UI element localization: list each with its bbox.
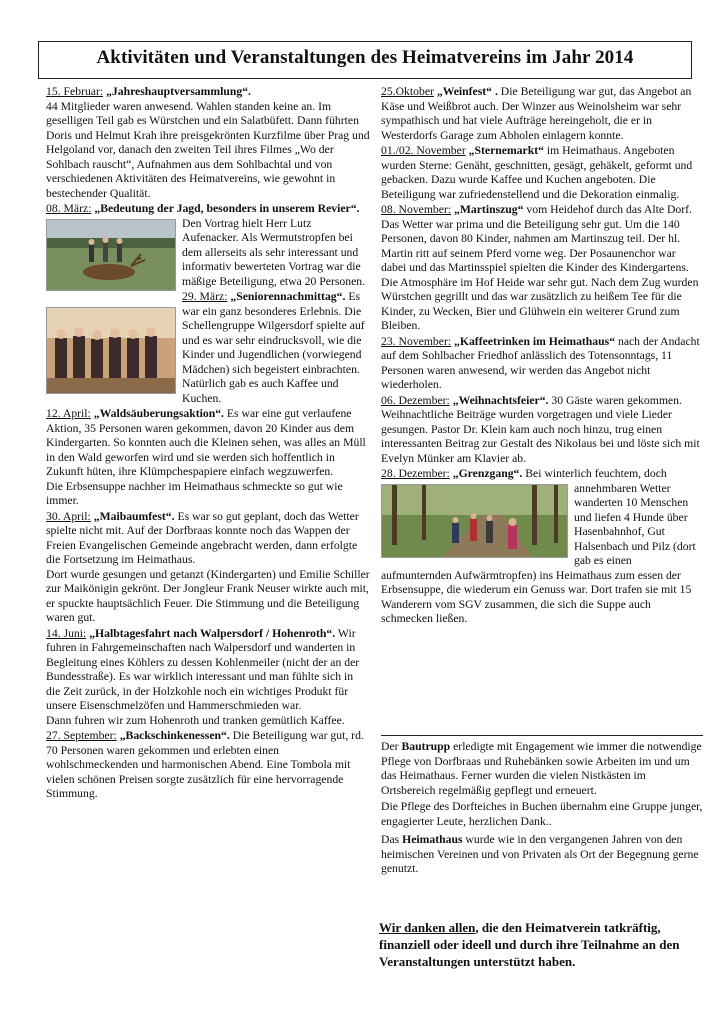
entry-september — [46, 729, 370, 802]
note-text: Das — [381, 833, 403, 846]
title-box — [38, 41, 692, 79]
note-bold: Bautrupp — [401, 740, 451, 753]
entry-date: 23. November: — [381, 334, 452, 348]
entry-text: vom Heidehof durch das Alte Dorf. Das Wetter war prima und die Beteiligung sehr gut. Um die 140 Personen, davon 80 Kinder, nahmen am Martinszug teil. Der hl. Martin ritt auf seinem Pferd vorne weg. Der Posaunenchor war dabei und das Martinsspiel spielten die Kinder des Kindergartens. Die Atmosphäre im Hof Heide war sehr gut. Nach dem Zug wurden Würstchen gegrillt und das war zusätzlich zu heißem Tee für die Kinder, zu Wecken, Bier und Glühwein ein weiterer Grund zum Bleiben. — [381, 203, 699, 332]
entry-text: Die Beteiligung war gut, rd. 70 Personen waren gekommen und erlebten einen wohlschmeckenden und harmonischen Abend. Eine Tombola mit vielen schönen Preisen sorgte zusätzlich für eine hervorragende Stimmung. — [46, 729, 364, 800]
entry-text: im Heimathaus. Angeboten wurden Sterne: Genäht, geschnitten, gesägt, gehäkelt, geformt und gebacken. Dazu wurde Kaffee und Kuchen angeboten. Die Beteiligung war zufriedenstellend und die Dekoration einmalig. — [381, 144, 693, 201]
entry-november-sterne — [381, 144, 703, 202]
right-column — [381, 85, 703, 628]
entry-event: „Maibaumfest“. — [93, 509, 175, 523]
entry-date: 08. März: — [46, 202, 92, 215]
entry-event: „Backschinkenessen“. — [119, 729, 230, 742]
entry-text: Bei winterlich feuchtem, doch annehmbaren Wetter wanderten 10 Menschen und liefen 4 Hunde über Hasenbahnhof, Gut Halsenbach und Pilz (dort gab es einen aufmunternden Aufwärmtropfen) ins Heimathaus zum essen der Erbsensuppe, die wiederum ein Genuss war. Dort trafen sie mit 15 Wanderern vom SGV zusammen, die sich die Suppe auch schmecken ließen. — [381, 467, 696, 625]
note-text: erledigte mit Engagement wie immer die notwendige Pflege von Dorfbraas und Ruhebänken sowie Arbeiten im und um das Heimathaus. Ferner wurden die vielen Nistkästen im Ortsbereich regelmäßig gepflegt und erneuert. — [381, 740, 702, 797]
entry-maerz-jagd — [46, 202, 370, 289]
entry-text: Es war eine gut verlaufene Aktion, 35 Personen waren gekommen, davon 20 Kinder aus dem Kindergarten. So konnten auch die Kleinen sehen, was alles an Müll in den Wald geworfen wird und sie werden sich hoffentlich in Zukunft hüten, ihre Klümpchespapiere einfach wegzuwerfen. — [46, 407, 366, 478]
page-title: Aktivitäten und Veranstaltungen des Heimatvereins im Jahr 2014 — [96, 47, 634, 68]
note-text: Der — [381, 740, 402, 753]
notes-block — [381, 740, 703, 877]
entry-date: 28. Dezember: — [381, 467, 450, 480]
entry-event: „Sternemarkt“ — [468, 144, 544, 157]
entry-date: 06. Dezember: — [381, 393, 450, 407]
left-column — [46, 85, 370, 803]
entry-event: „Waldsäuberungsaktion“. — [93, 407, 224, 420]
entry-dezember-grenzgang — [381, 467, 703, 627]
entry-februar — [46, 85, 370, 201]
entry-event: „Weinfest“ . — [436, 85, 498, 98]
entry-event: „Kaffeetrinken im Heimathaus“ — [454, 334, 616, 348]
dorfteich-note: Die Pflege des Dorfteiches in Buchen übernahm eine Gruppe junger, engagierter Leute, herzlichen Dank.. — [381, 800, 703, 828]
entry-text: 44 Mitglieder waren anwesend. Wahlen standen keine an. Im geselligen Teil gab es Würstchen und ein Salatbüfett. Dann führten Doris und Helmut Krah ihre preisgekrönten Kurzfilme über Prag und Helgoland vor, danach den zweiten Teil ihres Filmes „Wo der Sohlbach rauscht“, Aufnahmen aus dem Sohlbachtal und von verschiedenen Aktivitäten des Heimatvereins, wie gewohnt in bestechender Qualität. — [46, 99, 370, 200]
closing-text: , die den Heimatverein tatkräftig, finanziell oder ideell und durch ihre Teilnahme an den Veranstaltungen unterstützt haben. — [379, 920, 680, 969]
closing-thanks — [379, 919, 709, 970]
note-text: wurde wie in den vergangenen Jahren von den heimischen Vereinen und von Privaten als Ort der Begegnung gerne genutzt. — [381, 833, 699, 875]
entry-event: „Jahreshauptversammlung“. — [106, 85, 251, 98]
bautrupp-note — [381, 740, 703, 798]
entry-date: 25.Oktober — [381, 85, 434, 98]
entry-date: 15. Februar: — [46, 85, 104, 98]
entry-text: nach der Andacht auf dem Sohlbacher Friedhof anlässlich des Totensonntags, 11 Personen waren anwesend, wir werden das Angebot nicht wiederholen. — [381, 334, 700, 391]
entry-event: „Halbtagesfahrt nach Walpersdorf / Hohenroth“. — [89, 626, 336, 640]
entry-event: „Weihnachtsfeier“. — [452, 393, 549, 407]
senioren-photo — [46, 307, 176, 394]
entry-event: „Grenzgang“. — [452, 467, 523, 480]
entry-event: „Bedeutung der Jagd, besonders in unserem Revier“. — [94, 202, 360, 215]
entry-text-2: Die Erbsensuppe nachher im Heimathaus schmeckte so gut wie immer. — [46, 479, 343, 507]
divider — [381, 735, 703, 736]
entry-maerz-senioren — [46, 290, 370, 406]
entry-november-kaffee — [381, 335, 703, 393]
entry-text-2: Dort wurde gesungen und getanzt (Kindergarten) und Emilie Schiller zur Maikönigin gekrönt. Der Jongleur Frank Neuser wirkte auch mit, er spuckte hauptsächlich Feuer. Die Stimmung und die Beteiligung waren gut. — [46, 567, 370, 624]
entry-date: 12. April: — [46, 407, 91, 420]
grenzgang-photo — [381, 484, 568, 558]
entry-november-martin — [381, 203, 703, 334]
entry-april-wald — [46, 407, 370, 509]
entry-date: 14. Juni: — [46, 626, 87, 640]
entry-text: Es war so gut geplant, doch das Wetter spielte nicht mit. Auf der Dorfbraas konnte noch das Wappen der Freien Evangelischen Gemeinde angebracht werden, dann erfolgte die Fortsetzung im Heimathaus. — [46, 509, 359, 566]
entry-date: 29. März: — [182, 290, 228, 303]
entry-dezember-weihnacht — [381, 394, 703, 467]
entry-text: Die Beteiligung war gut, das Angebot an Käse und Weißbrot auch. Der Winzer aus Weinolsheim war sehr sympathisch und hat viele Aufträge hereingeholt, die er in Westerdorfs Garage zum Abholen einlagern konnte. — [381, 85, 692, 142]
entry-text: Den Vortrag hielt Herr Lutz Aufenacker. Als Wermutstropfen bei dem allerseits als sehr interessant und informativ bewerteten Vortrag war die mäßige Beteiligung, etwa 20 Personen. — [182, 216, 366, 288]
entry-event: „Martinszug“ — [454, 203, 524, 216]
entry-event: „Seniorennachmittag“. — [230, 290, 346, 303]
entry-date: 01./02. November — [381, 144, 466, 157]
closing-underlined: Wir danken allen — [379, 920, 476, 935]
note-bold: Heimathaus — [402, 833, 463, 846]
entry-text: 30 Gäste waren gekommen. Weihnachtliche Beiträge wurden vorgetragen und viele Lieder gesungen. Pastor Dr. Klein kam auch noch hinzu, trug einen interessanten Beitrag zur Gestalt des Nikolaus bei und löste sich mit Evelyn Münker am Klavier ab. — [381, 393, 700, 465]
entry-date: 30. April: — [46, 509, 91, 523]
entry-text: Es war ein ganz besonderes Erlebnis. Die Schellengruppe Wilgersdorf spielte auf und es war sehr eindrucksvoll, wie die Kinder und Jugendlichen (vorwiegend Mädchen) sich begeistert einbrachten. Natürlich gab es auch Kaffee und Kuchen. — [182, 290, 365, 405]
entry-oktober — [381, 85, 703, 143]
entry-text-2: Dann fuhren wir zum Hohenroth und tranken gemütlich Kaffee. — [46, 713, 345, 727]
entry-text: Wir fuhren in Fahrgemeinschaften nach Walpersdorf und wanderten in Begleitung eines Köhlers zu dessen Kohlenmeiler (nicht der an der Bundesstraße). Es war wirklich interessant und man fühlte sich in die Zeit zurück, in der Holzkohle noch ein wichtiges Produkt für unsere Eisenschmelzöfen und Hammerschmieden war. — [46, 626, 360, 712]
entry-april-mai — [46, 510, 370, 626]
entry-date: 27. September: — [46, 729, 117, 742]
entry-juni — [46, 627, 370, 729]
heimathaus-note — [381, 833, 703, 877]
hunting-photo — [46, 219, 176, 291]
entry-date: 08. November: — [381, 203, 452, 216]
